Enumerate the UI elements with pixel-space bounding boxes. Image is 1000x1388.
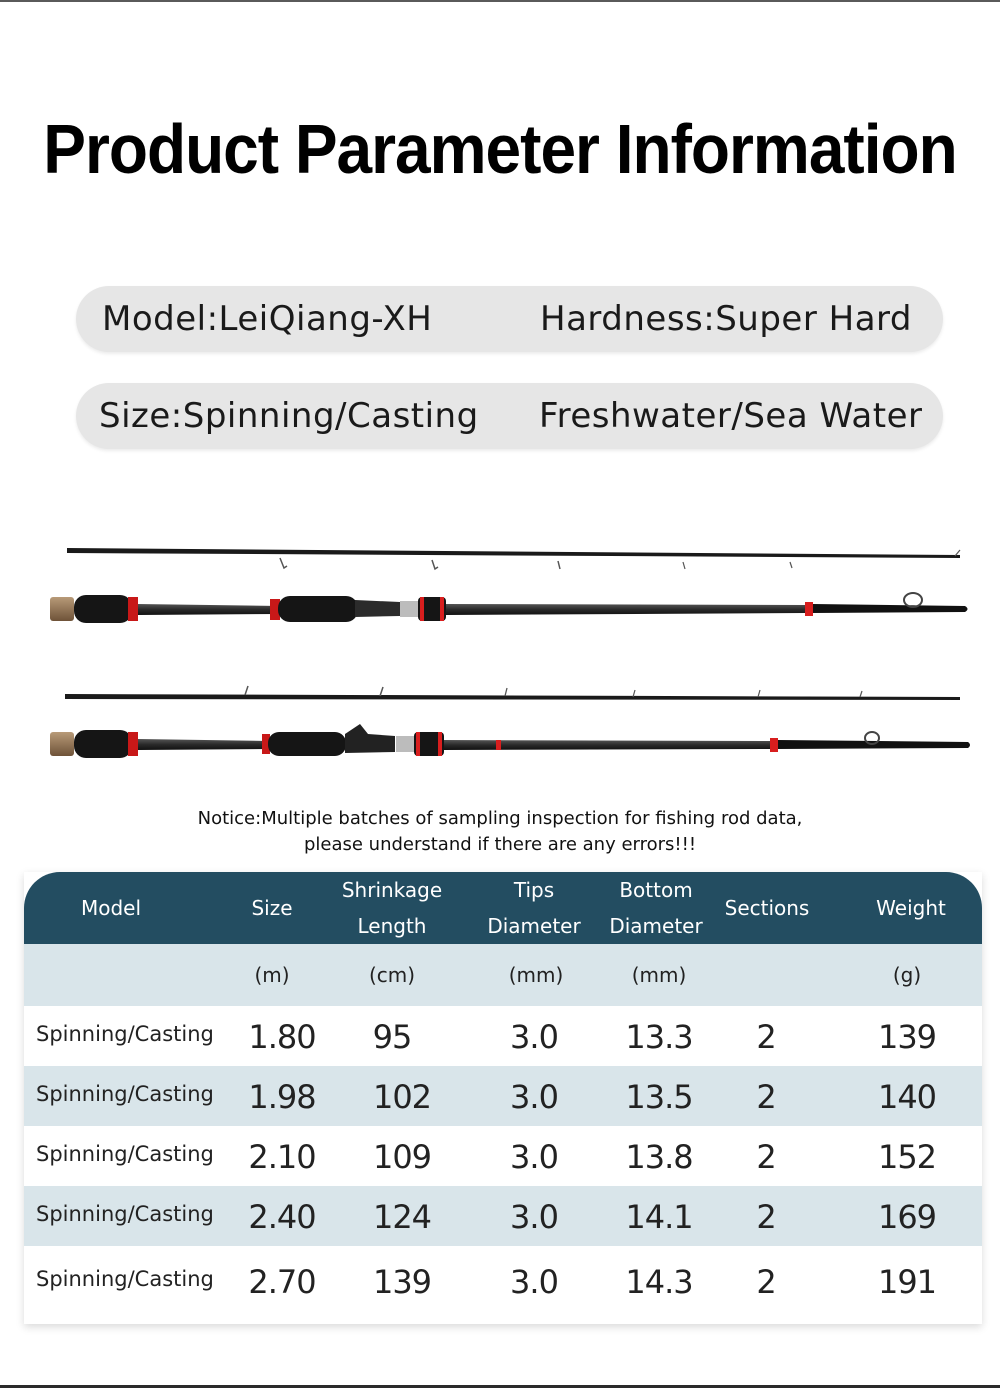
notice-line-1: Notice:Multiple batches of sampling inspection for fishing rod data, xyxy=(197,808,803,829)
table-row: Spinning/Casting 2.70 139 3.0 14.3 2 191 xyxy=(36,1263,937,1301)
header-weight: Weight xyxy=(876,896,946,920)
spec-hardness: Hardness:Super Hard xyxy=(540,299,912,339)
fishing-rods-image xyxy=(0,520,1000,790)
header-shrinkage: Shrinkage Length xyxy=(341,878,443,938)
table-row: Spinning/Casting 1.80 95 3.0 13.3 2 139 xyxy=(36,1018,937,1056)
table-row: Spinning/Casting 2.40 124 3.0 14.1 2 169 xyxy=(24,1186,982,1246)
rod-2-butt-section xyxy=(50,724,970,758)
header-sections: Sections xyxy=(724,896,810,920)
spec-pill-size-water xyxy=(76,383,943,449)
spec-pill-model-hardness xyxy=(76,286,943,352)
spec-model: Model:LeiQiang-XH xyxy=(102,299,433,339)
rod-2-tip-section xyxy=(65,686,960,700)
spec-water: Freshwater/Sea Water xyxy=(539,396,923,436)
table-row: Spinning/Casting 2.10 109 3.0 13.8 2 152 xyxy=(36,1138,937,1176)
parameter-table xyxy=(24,872,982,1324)
table-row: Spinning/Casting 1.98 102 3.0 13.5 2 140 xyxy=(24,1066,982,1126)
header-model: Model xyxy=(80,896,142,920)
rod-1-butt-section xyxy=(50,593,968,623)
notice-line-2: please understand if there are any errors!!! xyxy=(303,834,697,855)
header-tips-diameter: Tips Diameter xyxy=(487,878,581,938)
notice-text xyxy=(0,806,1000,858)
top-divider xyxy=(0,0,1000,2)
unit-size: (m) xyxy=(254,963,290,987)
unit-weight: (g) xyxy=(892,963,922,987)
page-title: Product Parameter Information xyxy=(43,110,957,188)
unit-bottom: (mm) xyxy=(631,963,687,987)
unit-tips: (mm) xyxy=(508,963,564,987)
header-bottom-diameter: Bottom Diameter xyxy=(609,878,703,938)
spec-size: Size:Spinning/Casting xyxy=(99,396,479,436)
header-size: Size xyxy=(251,896,293,920)
table-header xyxy=(24,872,982,944)
unit-row xyxy=(24,944,982,1006)
rod-1-tip-section xyxy=(67,548,960,569)
unit-shrinkage: (cm) xyxy=(368,963,416,987)
